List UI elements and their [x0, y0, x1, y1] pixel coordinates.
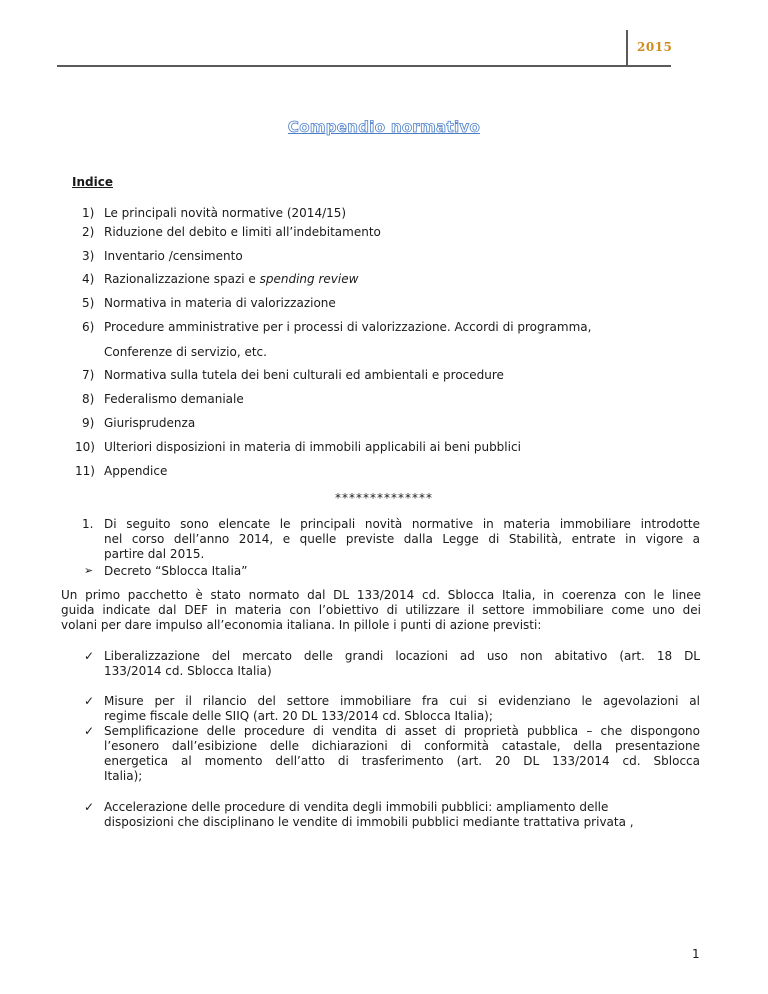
- header-divider-vertical: [626, 30, 628, 66]
- toc-item-3: 3) Inventario /censimento: [82, 249, 243, 263]
- checkmark-icon: ✓: [84, 724, 95, 738]
- paragraph-1: Di seguito sono elencate le principali novità normative in materia immobiliare introdotte nel corso dell’anno 2014, e quelle previste dalla Legge di Stabilità, entrate in vigore a partire dal 2015.: [104, 517, 700, 561]
- toc-item-6: 6) Procedure amministrative per i processi di valorizzazione. Accordi di programma,: [82, 320, 592, 334]
- decreto-heading: Decreto “Sblocca Italia”: [104, 564, 248, 578]
- header-rule: [57, 65, 671, 67]
- header-year: 2015: [637, 40, 673, 54]
- toc-item-9: 9) Giurisprudenza: [82, 416, 196, 430]
- toc-item-2: 2) Riduzione del debito e limiti all’indebitamento: [82, 225, 381, 239]
- toc-item-4: 4) Razionalizzazione spazi e spending review: [82, 272, 359, 286]
- arrow-bullet-icon: ➢: [84, 564, 94, 577]
- toc-item-1: 1) Le principali novità normative (2014/15): [82, 206, 347, 220]
- toc-item-11: 11) Appendice: [75, 464, 168, 478]
- bullet-4: Accelerazione delle procedure di vendita degli immobili pubblici: ampliamento delle disposizioni che disciplinano le vendite di immobili pubblici mediante trattativa privata ,: [104, 800, 634, 829]
- index-heading: Indice: [72, 175, 113, 189]
- section-separator: **************: [335, 491, 433, 505]
- bullet-3: Semplificazione delle procedure di vendita di asset di proprietà pubblica – che dispongono l’esonero dall’esibizione delle dichiarazioni di conformità catastale, della presentazione energetica al momento dell’atto di trasferimento (art. 20 DL 133/2014 cd. Sblocca Italia);: [104, 724, 700, 783]
- toc-item-10: 10) Ulteriori disposizioni in materia di immobili applicabili ai beni pubblici: [75, 440, 521, 454]
- paragraph-number: 1.: [82, 517, 94, 531]
- page-number: 1: [692, 947, 700, 961]
- document-title: Compendio normativo: [287, 118, 481, 136]
- checkmark-icon: ✓: [84, 800, 95, 814]
- bullet-1: Liberalizzazione del mercato delle grandi locazioni ad uso non abitativo (art. 18 DL 133/2014 cd. Sblocca Italia): [104, 649, 700, 678]
- toc-item-5: 5) Normativa in materia di valorizzazione: [82, 296, 336, 310]
- bullet-2: Misure per il rilancio del settore immobiliare fra cui si evidenziano le agevolazioni al regime fiscale delle SIIQ (art. 20 DL 133/2014 cd. Sblocca Italia);: [104, 694, 700, 723]
- checkmark-icon: ✓: [84, 694, 95, 708]
- intro-paragraph: Un primo pacchetto è stato normato dal DL 133/2014 cd. Sblocca Italia, in coerenza con le linee guida indicate dal DEF in materia con l’obiettivo di utilizzare il settore immobiliare come uno dei volani per dare impulso all’economia italiana. In pillole i punti di azione previsti:: [61, 588, 701, 632]
- checkmark-icon: ✓: [84, 649, 95, 663]
- toc-item-7: 7) Normativa sulla tutela dei beni culturali ed ambientali e procedure: [82, 368, 504, 382]
- toc-item-8: 8) Federalismo demaniale: [82, 392, 244, 406]
